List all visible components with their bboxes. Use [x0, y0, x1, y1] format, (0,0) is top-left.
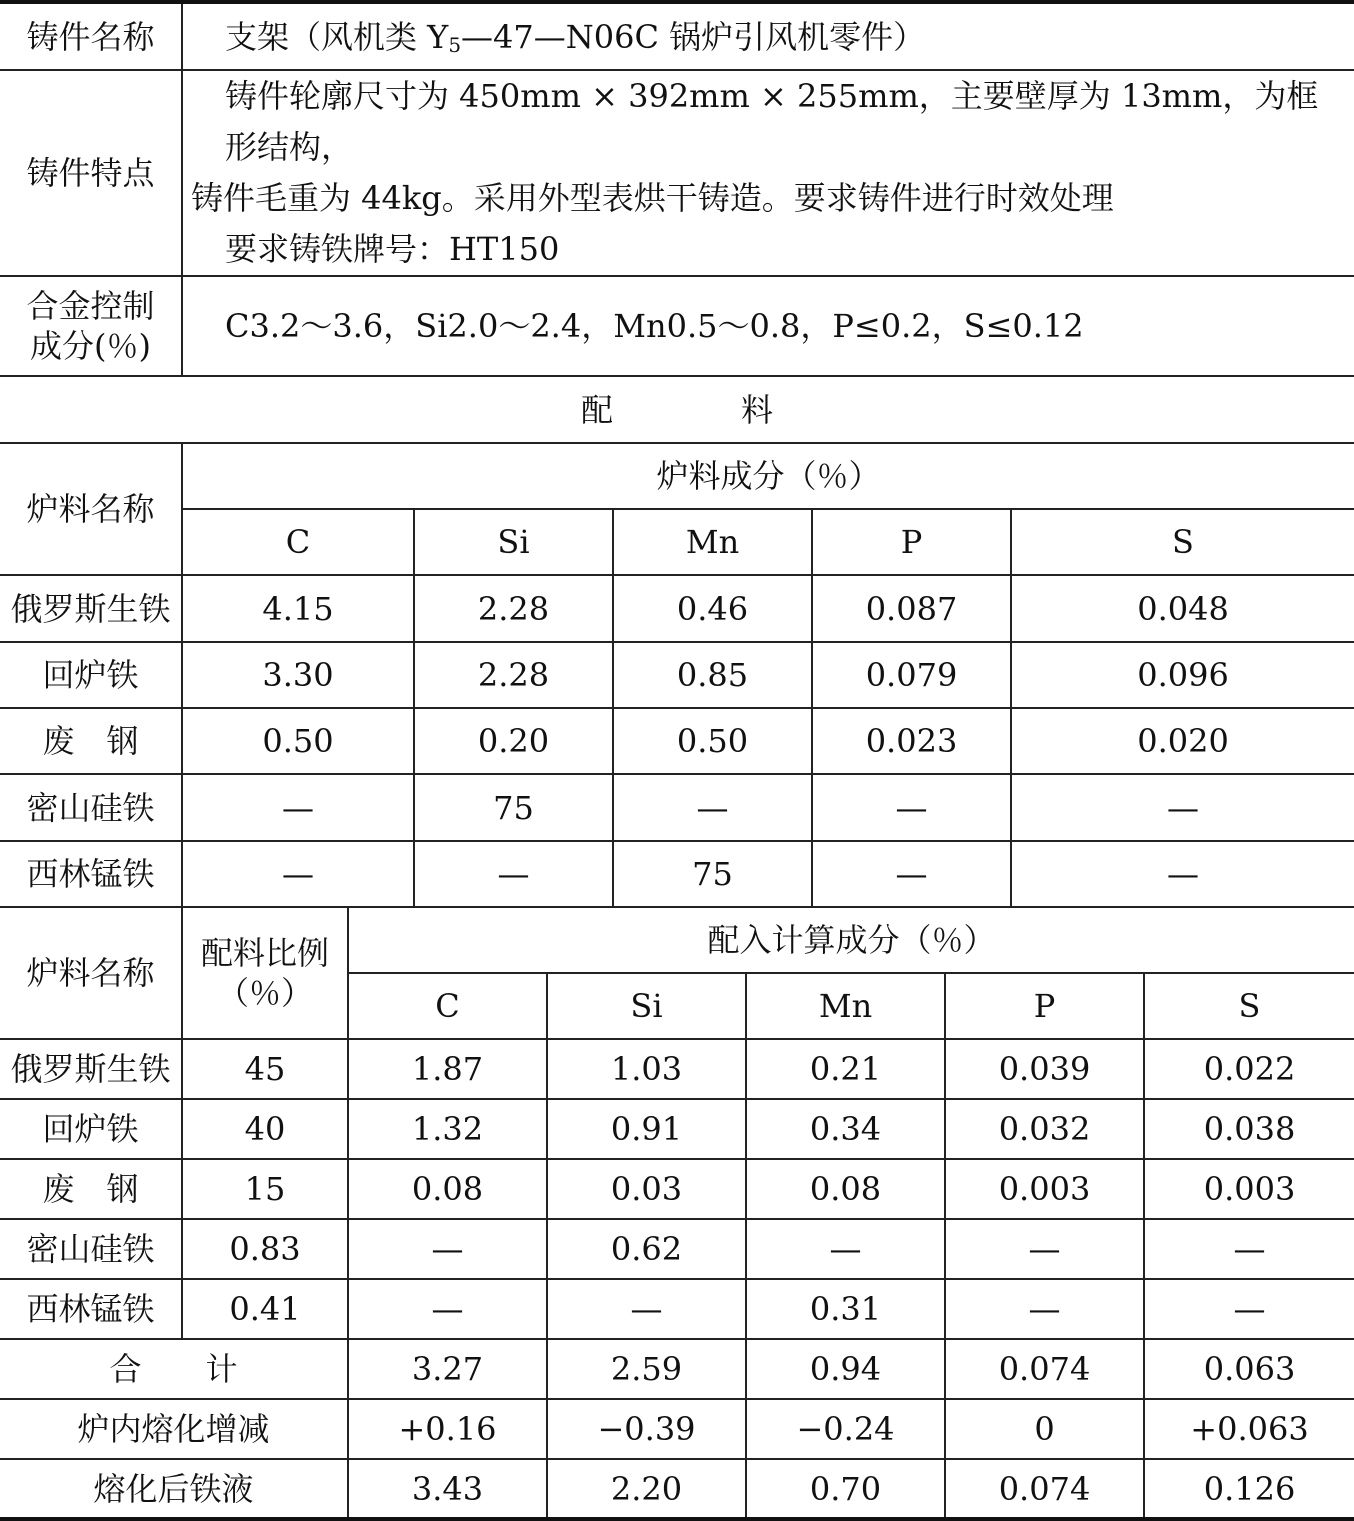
feature-line-1: 铸件轮廓尺寸为 450mm × 392mm × 255mm，主要壁厚为 13mm，为框形结构， — [225, 77, 1319, 166]
table-row: 废 钢 15 0.08 0.03 0.08 0.003 0.003 — [0, 1159, 1354, 1219]
calc-name-header: 炉料名称 — [0, 907, 182, 1039]
summary-row-molten: 熔化后铁液 3.43 2.20 0.70 0.074 0.126 — [0, 1459, 1354, 1519]
calc-ratio-header: 配料比例 （％） — [182, 907, 348, 1039]
table-row: 俄罗斯生铁 4.15 2.28 0.46 0.087 0.048 — [0, 575, 1354, 642]
table-row: 废 钢 0.50 0.20 0.50 0.023 0.020 — [0, 708, 1354, 774]
casting-feature-label: 铸件特点 — [0, 70, 182, 276]
table-row: 回炉铁 3.30 2.28 0.85 0.079 0.096 — [0, 642, 1354, 708]
calc-col-s: S — [1144, 973, 1354, 1039]
calc-col-p: P — [945, 973, 1144, 1039]
summary-row-change: 炉内熔化增减 +0.16 −0.39 −0.24 0 +0.063 — [0, 1399, 1354, 1459]
charge-col-si: Si — [414, 509, 613, 575]
feature-line-2: 铸件毛重为 44kg。采用外型表烘干铸造。要求铸件进行时效处理 — [191, 179, 1114, 217]
charge-col-c: C — [182, 509, 414, 575]
calc-col-mn: Mn — [746, 973, 945, 1039]
table-row: 西林锰铁 0.41 — — 0.31 — — — [0, 1279, 1354, 1339]
section-title: 配 料 — [0, 376, 1354, 443]
casting-name-value: 支架（风机类 $Y_5—47—N06C$ 锅炉引风机零件） — [182, 2, 1354, 70]
charge-col-s: S — [1011, 509, 1354, 575]
table-row: 西林锰铁 — — 75 — — — [0, 841, 1354, 907]
charge-col-mn: Mn — [613, 509, 812, 575]
charge-col-p: P — [812, 509, 1011, 575]
charge-group-header: 炉料成分（％） — [182, 443, 1354, 509]
feature-line-3: 要求铸铁牌号：HT150 — [225, 230, 560, 268]
casting-name-label: 铸件名称 — [0, 2, 182, 70]
table-row: 俄罗斯生铁 45 1.87 1.03 0.21 0.039 0.022 — [0, 1039, 1354, 1099]
calc-group-header: 配入计算成分（％） — [348, 907, 1354, 973]
charge-name-header: 炉料名称 — [0, 443, 182, 575]
alloy-control-label: 合金控制 成分(％) — [0, 276, 182, 376]
table-row: 密山硅铁 — 75 — — — — [0, 774, 1354, 841]
alloy-control-value: C3.2～3.6，Si2.0～2.4，Mn0.5～0.8，P≤0.2，S≤0.12 — [182, 276, 1354, 376]
table-row: 回炉铁 40 1.32 0.91 0.34 0.032 0.038 — [0, 1099, 1354, 1159]
table-row: 密山硅铁 0.83 — 0.62 — — — — [0, 1219, 1354, 1279]
calc-col-c: C — [348, 973, 547, 1039]
summary-row-total: 合 计 3.27 2.59 0.94 0.074 0.063 — [0, 1339, 1354, 1399]
calc-col-si: Si — [547, 973, 746, 1039]
casting-feature-text — [182, 70, 1354, 276]
